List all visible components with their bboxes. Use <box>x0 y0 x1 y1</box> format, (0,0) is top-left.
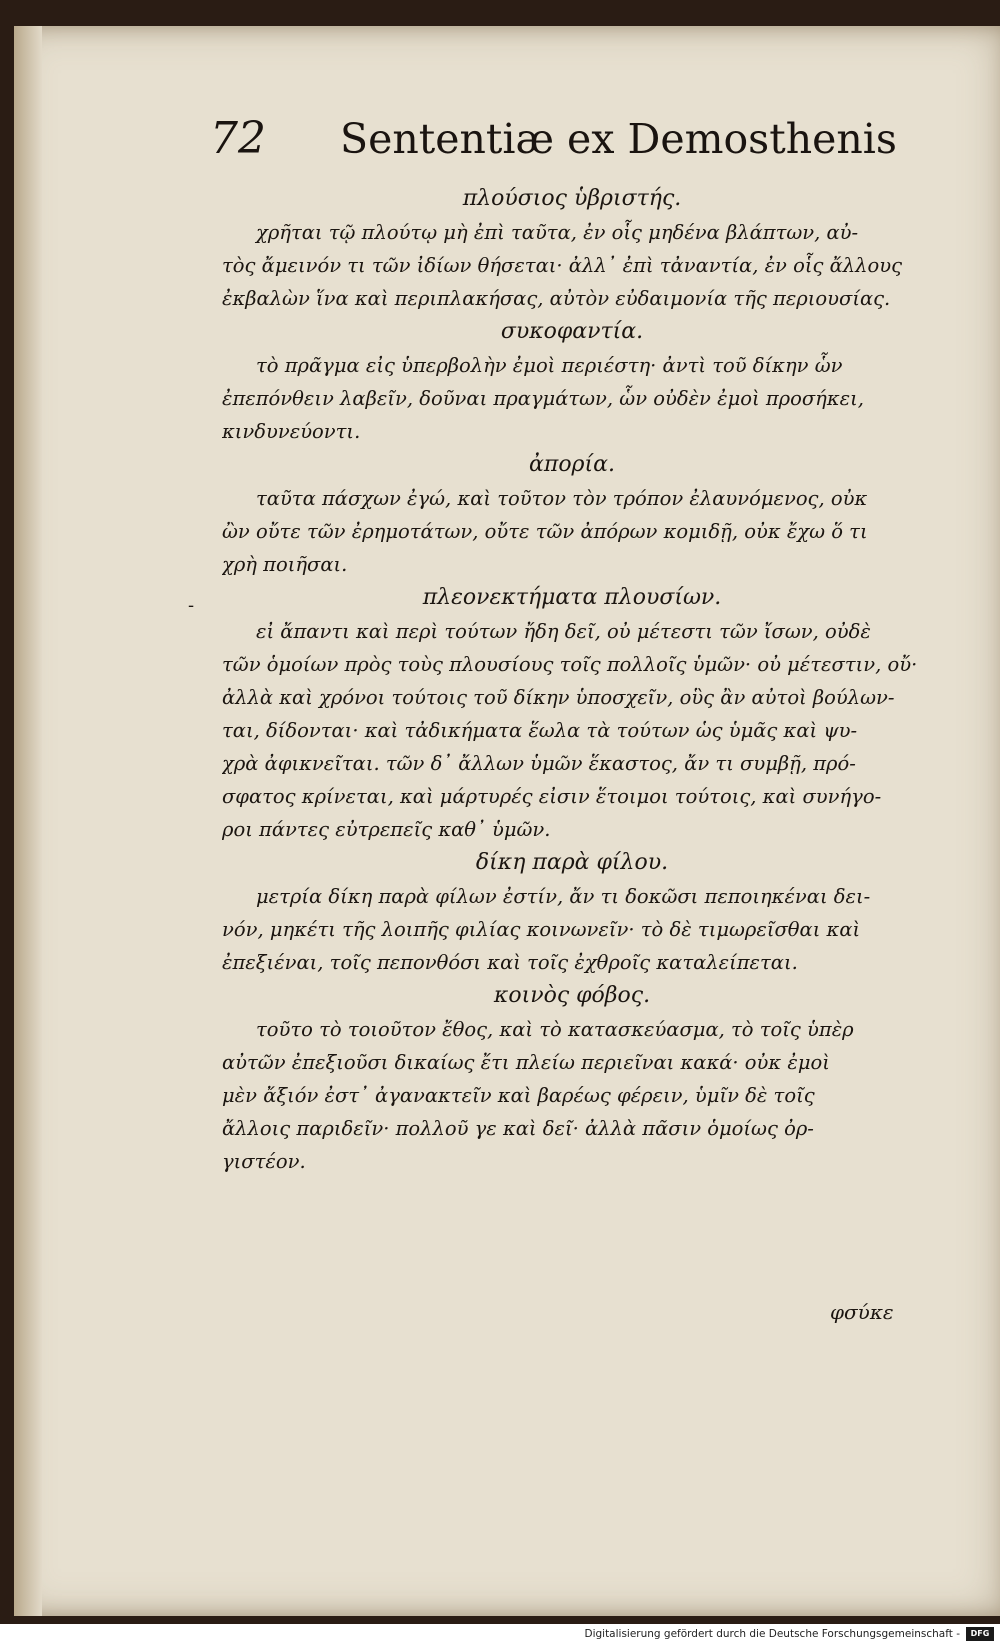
text-line: αὐτῶν ἐπεξιοῦσι δικαίως ἔτι πλείω περιεῖναι κακά· οὐκ ἐμοὶ <box>222 1051 830 1074</box>
text-line: χρὴ ποιῆσαι. <box>222 553 348 576</box>
text-line: ἐπεξιέναι, τοῖς πεπονθόσι καὶ τοῖς ἐχθροῖς καταλείπεται. <box>222 951 798 974</box>
page-spine-shadow <box>14 26 42 1616</box>
section-paragraph <box>222 1013 922 1178</box>
page-body-text <box>222 182 922 1178</box>
text-line: τοῦτο τὸ τοιοῦτον ἔθος, καὶ τὸ κατασκεύασμα, τὸ τοῖς ὑπὲρ <box>256 1018 854 1041</box>
text-line: ἐκβαλὼν ἵνα καὶ περιπλακήσας, αὐτὸν εὐδαιμονία τῆς περιουσίας. <box>222 287 891 310</box>
section-heading: κοινὸς φόβος. <box>493 983 651 1008</box>
dfg-logo: DFG <box>966 1627 994 1641</box>
section-paragraph <box>222 216 922 315</box>
text-line: γιστέον. <box>222 1150 306 1173</box>
section-paragraph <box>222 482 922 581</box>
section-heading: πλεονεκτήματα πλουσίων. <box>422 585 722 610</box>
text-line: ὢν οὔτε τῶν ἐρημοτάτων, οὔτε τῶν ἀπόρων κομιδῇ, οὐκ ἔχω ὅ τι <box>222 520 868 543</box>
catchword: φσύκε <box>830 1300 894 1324</box>
margin-mark: - <box>188 595 195 616</box>
text-line: ἐπεπόνθειν λαβεῖν, δοῦναι πραγμάτων, ὧν οὐδὲν ἐμοὶ προσήκει, <box>222 387 864 410</box>
section-heading: ἀπορία. <box>529 452 615 477</box>
text-line: ροι πάντες εὐτρεπεῖς καθ᾽ ὑμῶν. <box>222 818 551 841</box>
page-number: 72 <box>210 113 266 164</box>
digitization-footer <box>0 1624 1000 1646</box>
text-line: ἀλλὰ καὶ χρόνοι τούτοις τοῦ δίκην ὑποσχεῖν, οὓς ἂν αὐτοὶ βούλων- <box>222 686 895 709</box>
section-heading: δίκη παρὰ φίλου. <box>475 850 669 875</box>
footer-credit-text: Digitalisierung gefördert durch die Deutsche Forschungsgemeinschaft - <box>584 1628 960 1640</box>
running-title: Sententiæ ex Demosthenis <box>340 115 897 163</box>
text-line: νόν, μηκέτι τῆς λοιπῆς φιλίας κοινωνεῖν· τὸ δὲ τιμωρεῖσθαι καὶ <box>222 918 861 941</box>
text-line: κινδυνεύοντι. <box>222 420 361 443</box>
text-line: χρὰ ἀφικνεῖται. τῶν δ᾽ ἄλλων ὑμῶν ἕκαστος, ἄν τι συμβῇ, πρό- <box>222 752 856 775</box>
text-line: μὲν ἄξιόν ἐστ᾽ ἀγανακτεῖν καὶ βαρέως φέρειν, ὑμῖν δὲ τοῖς <box>222 1084 815 1107</box>
section-paragraph <box>222 880 922 979</box>
text-line: μετρία δίκη παρὰ φίλων ἐστίν, ἄν τι δοκῶσι πεποιηκέναι δει- <box>256 885 871 908</box>
text-line: ται, δίδονται· καὶ τἀδικήματα ἕωλα τὰ τούτων ὡς ὑμᾶς καὶ ψυ- <box>222 719 858 742</box>
text-line: σφατος κρίνεται, καὶ μάρτυρές εἰσιν ἕτοιμοι τούτοις, καὶ συνήγο- <box>222 785 882 808</box>
section-paragraph <box>222 349 922 448</box>
text-line: χρῆται τῷ πλούτῳ μὴ ἐπὶ ταῦτα, ἐν οἷς μηδένα βλάπτων, αὐ- <box>256 221 859 244</box>
page-header <box>210 113 897 169</box>
section-heading: συκοφαντία. <box>500 319 644 344</box>
text-line: ἄλλοις παριδεῖν· πολλοῦ γε καὶ δεῖ· ἀλλὰ πᾶσιν ὁμοίως ὀρ- <box>222 1117 814 1140</box>
text-line: τῶν ὁμοίων πρὸς τοὺς πλουσίους τοῖς πολλοῖς ὑμῶν· οὐ μέτεστιν, οὔ· <box>222 653 918 676</box>
text-line: εἰ ἄπαντι καὶ περὶ τούτων ἤδη δεῖ, οὐ μέτεστι τῶν ἴσων, οὐδὲ <box>256 620 871 643</box>
section-paragraph <box>222 615 922 846</box>
text-line: ταῦτα πάσχων ἐγώ, καὶ τοῦτον τὸν τρόπον ἐλαυνόμενος, οὐκ <box>256 487 868 510</box>
text-line: τὸ πρᾶγμα εἰς ὑπερβολὴν ἐμοὶ περιέστη· ἀντὶ τοῦ δίκην ὧν <box>256 354 843 377</box>
section-heading: πλούσιος ὑβριστής. <box>462 186 682 211</box>
text-line: τὸς ἄμεινόν τι τῶν ἰδίων θήσεται· ἀλλ᾽ ἐπὶ τἀναντία, ἐν οἷς ἄλλους <box>222 254 903 277</box>
